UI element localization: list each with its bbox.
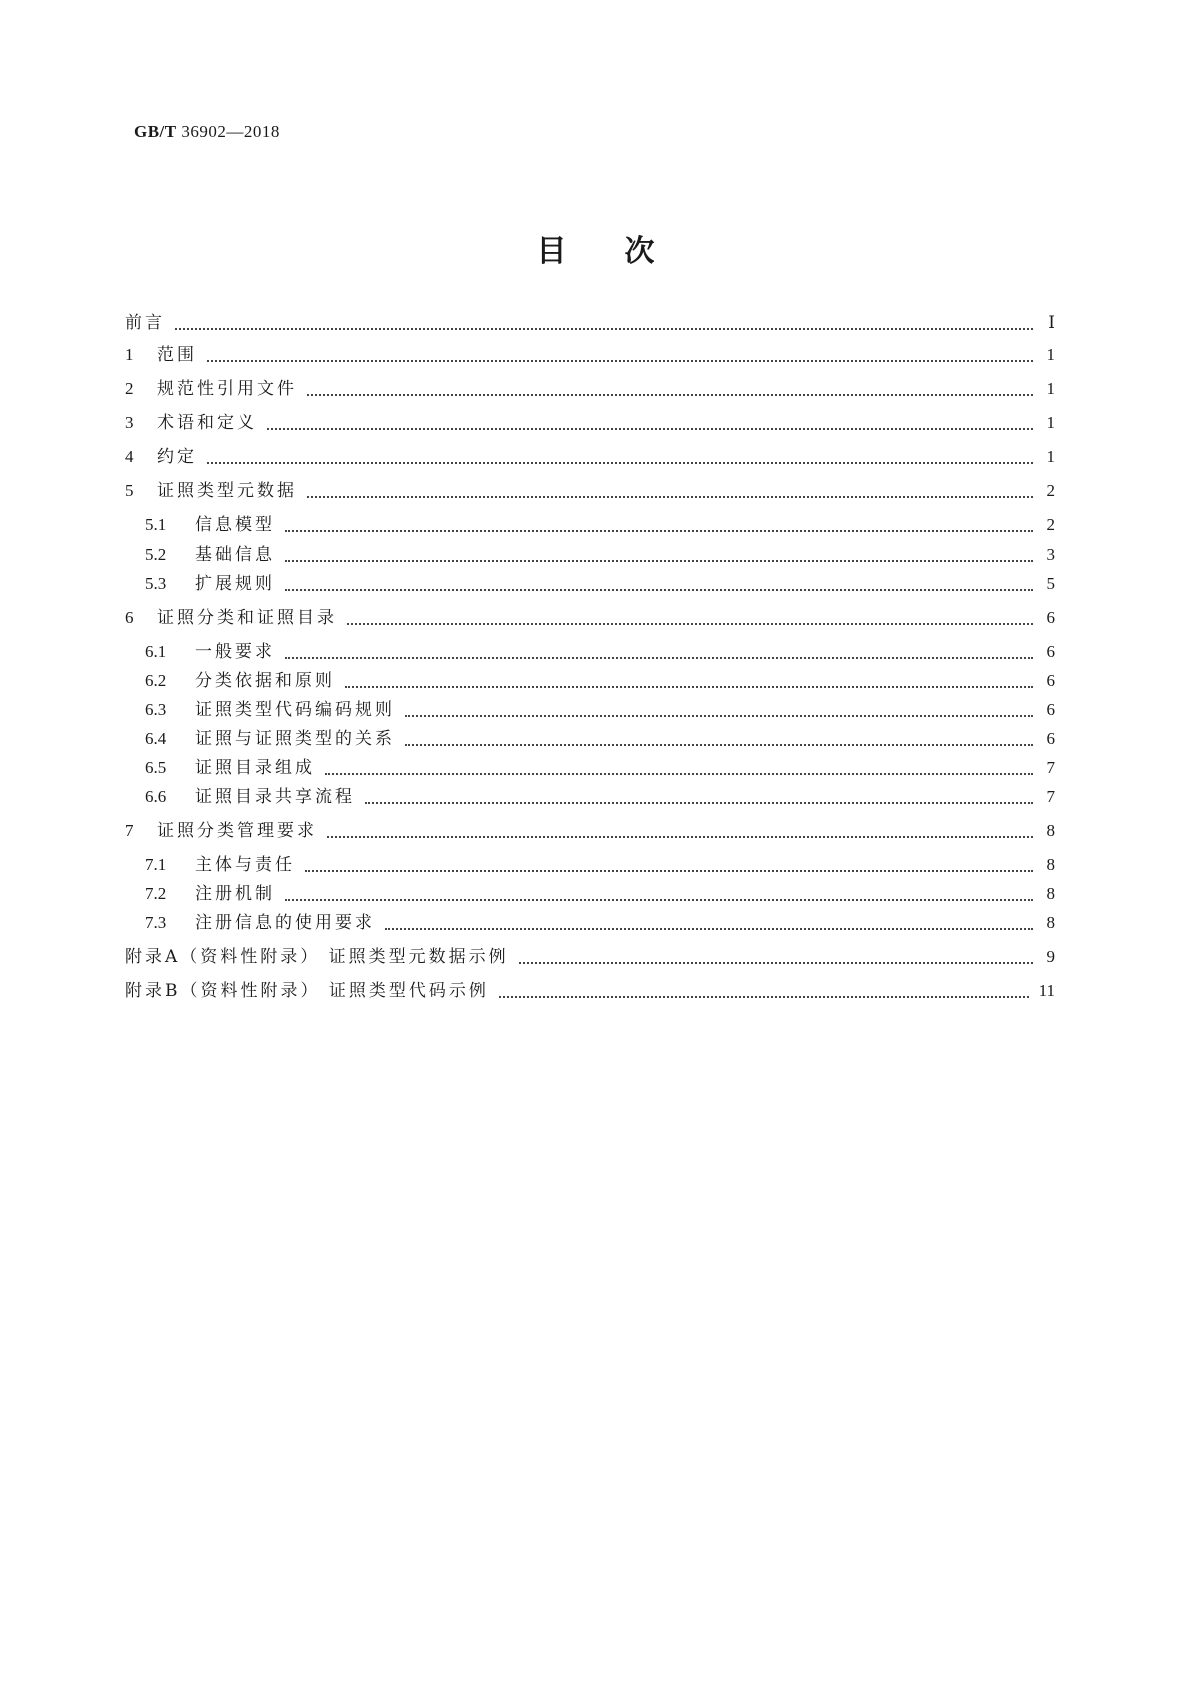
toc-leader-dots xyxy=(405,732,1033,746)
toc-leader-dots xyxy=(347,611,1033,625)
toc-leader-dots xyxy=(267,416,1033,430)
toc-entry-appendix-a[interactable] xyxy=(125,946,1055,968)
toc-entry-appendix-b[interactable] xyxy=(125,980,1055,1002)
toc-section-number: 6 xyxy=(125,608,134,627)
page-title: 目次 xyxy=(536,234,713,269)
toc-leader-dots xyxy=(285,887,1033,901)
toc-section-number: 7 xyxy=(125,821,134,840)
toc-entry-7[interactable] xyxy=(125,820,1055,842)
toc-entry-4[interactable] xyxy=(125,446,1055,468)
toc-entry-2[interactable] xyxy=(125,378,1055,400)
toc-page-number: 7 xyxy=(1046,758,1055,777)
toc-leader-dots xyxy=(285,518,1033,532)
toc-leader-dots xyxy=(207,348,1033,362)
toc-section-number: 7.3 xyxy=(145,913,167,932)
toc-section-number: 6.2 xyxy=(145,671,167,690)
toc-entry-1[interactable] xyxy=(125,344,1055,366)
toc-page-number: 9 xyxy=(1046,947,1055,966)
toc-entry-6-5[interactable] xyxy=(145,757,1055,779)
toc-section-number: 6.1 xyxy=(145,642,167,661)
toc-entry-6-6[interactable] xyxy=(145,786,1055,808)
toc-section-number: 4 xyxy=(125,447,134,466)
toc-entry-text: 规范性引用文件 xyxy=(157,379,297,399)
toc-page-number: 7 xyxy=(1046,787,1055,806)
toc-section-number: 6.6 xyxy=(145,787,167,806)
toc-page-number: 1 xyxy=(1046,447,1055,466)
toc-leader-dots xyxy=(285,577,1033,591)
toc-entry-text: 术语和定义 xyxy=(157,413,257,433)
toc-entry-text: 主体与责任 xyxy=(195,855,295,875)
toc-entry-text: 证照分类和证照目录 xyxy=(157,608,337,628)
toc-section-number: 2 xyxy=(125,379,134,398)
toc-page-number: 2 xyxy=(1046,481,1055,500)
toc-entry-text: 注册机制 xyxy=(195,884,275,904)
toc-entry-7-1[interactable] xyxy=(145,854,1055,876)
toc-section-number: 5.2 xyxy=(145,545,167,564)
toc-entry-6[interactable] xyxy=(125,607,1055,629)
toc-section-number: 7.2 xyxy=(145,884,167,903)
toc-entry-text: 证照类型代码编码规则 xyxy=(195,700,395,720)
toc-section-number: 5.3 xyxy=(145,574,167,593)
toc-entry-5-3[interactable] xyxy=(145,573,1055,595)
toc-section-number: 3 xyxy=(125,413,134,432)
toc-page-number: 11 xyxy=(1038,981,1055,1000)
toc-entry-text: 信息模型 xyxy=(195,515,275,535)
toc-leader-dots xyxy=(405,703,1033,717)
toc-leader-dots xyxy=(327,824,1033,838)
toc-entry-text: 证照目录组成 xyxy=(195,758,315,778)
toc-entry-7-2[interactable] xyxy=(145,883,1055,905)
toc-section-number: 6.5 xyxy=(145,758,167,777)
toc-entry-text: 证照目录共享流程 xyxy=(195,787,355,807)
toc-page-number: 8 xyxy=(1046,855,1055,874)
toc-leader-dots xyxy=(307,484,1033,498)
toc-leader-dots xyxy=(345,674,1033,688)
toc-page-number: 1 xyxy=(1046,413,1055,432)
toc-entry-5[interactable] xyxy=(125,480,1055,502)
toc-leader-dots xyxy=(307,382,1033,396)
toc-page-number: 5 xyxy=(1046,574,1055,593)
toc-section-number: 6.3 xyxy=(145,700,167,719)
toc-page-number: 8 xyxy=(1046,884,1055,903)
toc-entry-6-2[interactable] xyxy=(145,670,1055,692)
toc-entry-text: 一般要求 xyxy=(195,642,275,662)
toc-leader-dots xyxy=(385,916,1033,930)
toc-page-number: 6 xyxy=(1046,671,1055,690)
toc-leader-dots xyxy=(519,950,1033,964)
toc-section-number: 7.1 xyxy=(145,855,167,874)
toc-entry-5-1[interactable] xyxy=(145,514,1055,536)
toc-page-number: 2 xyxy=(1046,515,1055,534)
toc-entry-7-3[interactable] xyxy=(145,912,1055,934)
toc-leader-dots xyxy=(285,548,1033,562)
toc-entry-text: 基础信息 xyxy=(195,545,275,565)
toc-page-number: 1 xyxy=(1046,379,1055,398)
toc-section-number: 5 xyxy=(125,481,134,500)
toc-leader-dots xyxy=(285,645,1033,659)
toc-entry-text: 附录A（资料性附录） 证照类型元数据示例 xyxy=(125,947,509,967)
toc-page-number: 8 xyxy=(1046,821,1055,840)
standard-code xyxy=(134,122,280,142)
toc-entry-6-3[interactable] xyxy=(145,699,1055,721)
toc-section-number: 5.1 xyxy=(145,515,167,534)
toc-entry-6-4[interactable] xyxy=(145,728,1055,750)
toc-section-number: 1 xyxy=(125,345,134,364)
toc-entry-6-1[interactable] xyxy=(145,641,1055,663)
toc-page-number: 8 xyxy=(1046,913,1055,932)
toc-leader-dots xyxy=(207,450,1033,464)
toc-page-number: 3 xyxy=(1046,545,1055,564)
toc-leader-dots xyxy=(499,984,1029,998)
toc-entry-text: 范围 xyxy=(157,345,197,365)
toc-leader-dots xyxy=(305,858,1033,872)
toc-leader-dots xyxy=(365,790,1033,804)
toc-leader-dots xyxy=(325,761,1033,775)
toc-page-number: 6 xyxy=(1046,608,1055,627)
standard-prefix: GB/T xyxy=(134,122,177,141)
toc-entry-5-2[interactable] xyxy=(145,544,1055,566)
toc-entry-text: 证照类型元数据 xyxy=(157,481,297,501)
toc-entry-text: 附录B（资料性附录） 证照类型代码示例 xyxy=(125,981,489,1001)
toc-leader-dots xyxy=(175,316,1033,330)
toc-page-number: 6 xyxy=(1046,642,1055,661)
toc-entry-text: 约定 xyxy=(157,447,197,467)
toc-entry-text: 扩展规则 xyxy=(195,574,275,594)
toc-entry-3[interactable] xyxy=(125,412,1055,434)
toc-page-number: 1 xyxy=(1046,345,1055,364)
standard-number: 36902—2018 xyxy=(181,122,280,141)
toc-page-number: 6 xyxy=(1046,729,1055,748)
toc-entry-text: 证照与证照类型的关系 xyxy=(195,729,395,749)
toc-page-number: Ⅰ xyxy=(1048,313,1055,332)
toc-entry-text: 证照分类管理要求 xyxy=(157,821,317,841)
toc-entry-text: 分类依据和原则 xyxy=(195,671,335,691)
toc-page-number: 6 xyxy=(1046,700,1055,719)
toc-entry-text: 前言 xyxy=(125,313,165,333)
toc-entry-text: 注册信息的使用要求 xyxy=(195,913,375,933)
toc-entry-preface[interactable] xyxy=(125,312,1055,334)
toc-section-number: 6.4 xyxy=(145,729,167,748)
